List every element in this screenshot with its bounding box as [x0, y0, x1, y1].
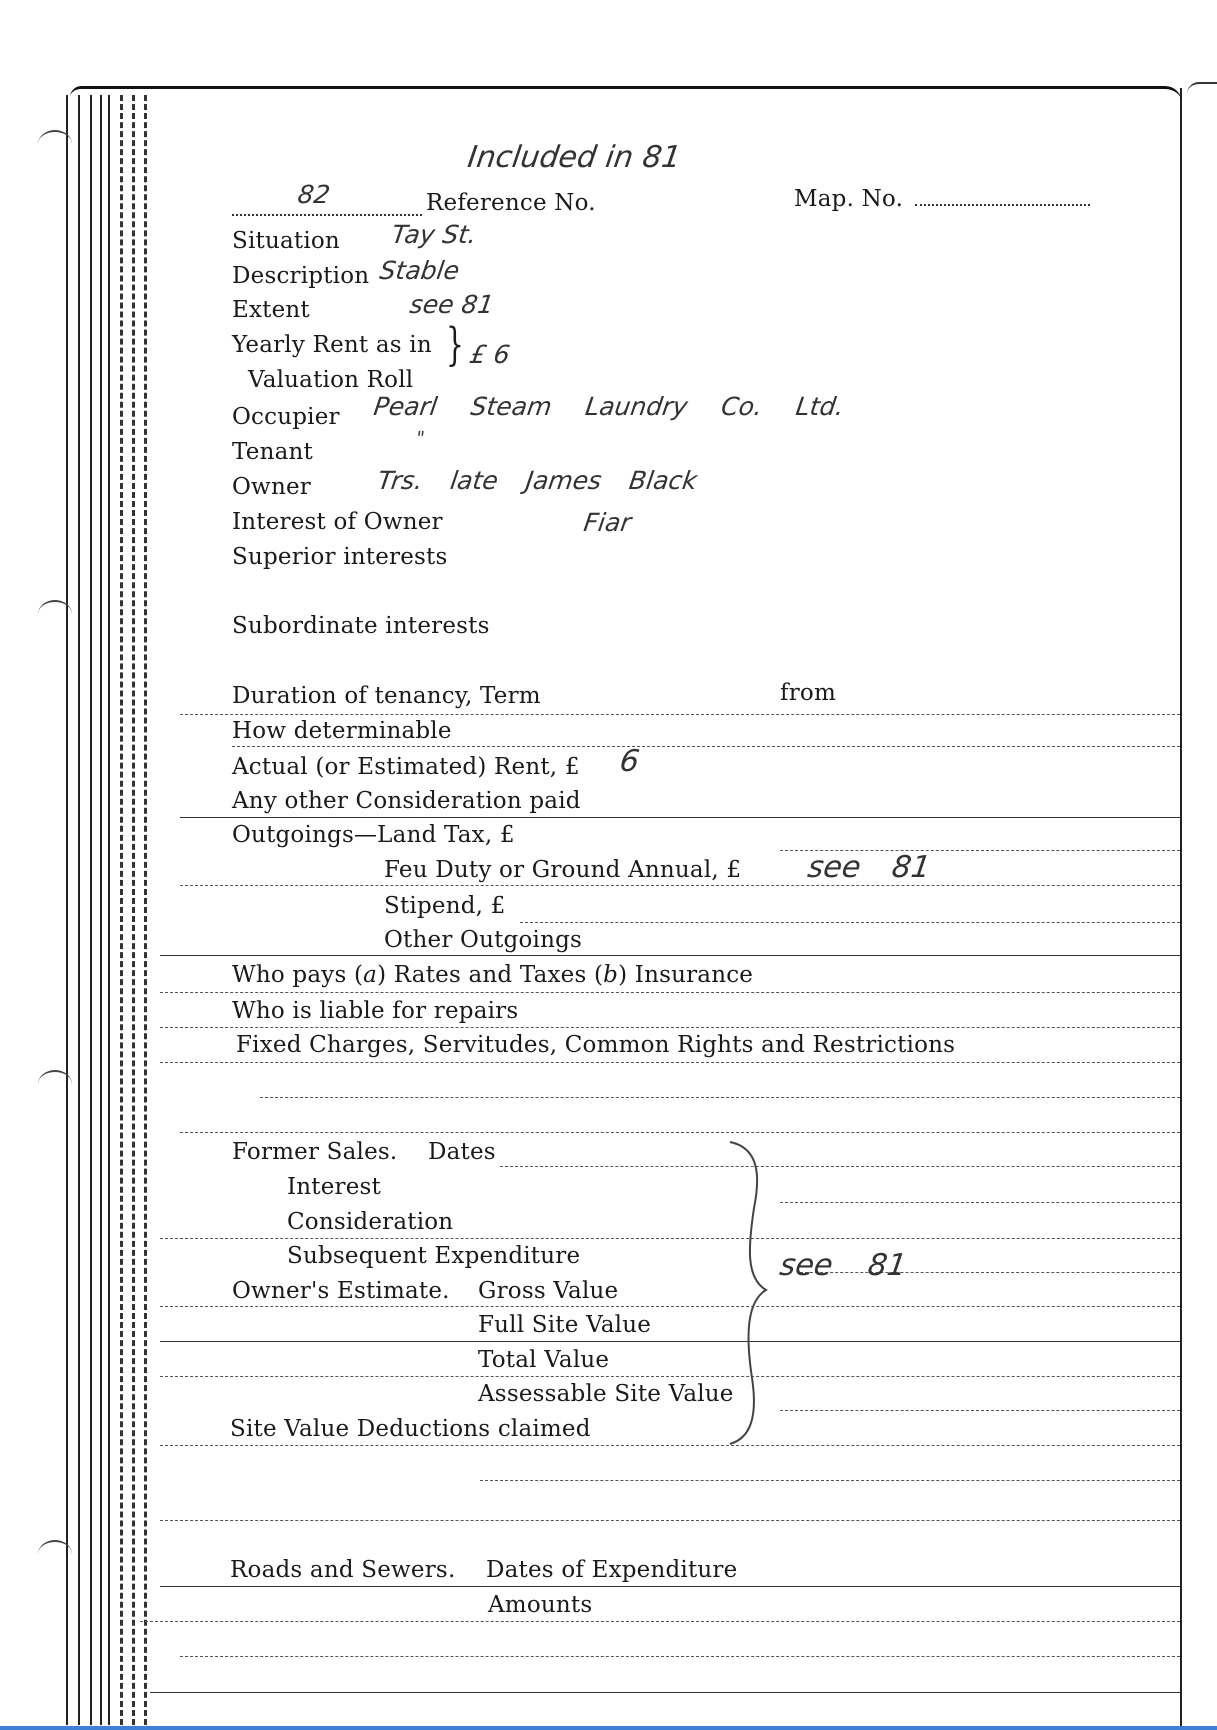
- actual-rent-value: 6: [617, 744, 642, 779]
- full-site-value-label: Full Site Value: [478, 1312, 652, 1338]
- stipend-label: Stipend, £: [384, 893, 506, 919]
- feu-duty-value: see 81: [805, 850, 933, 885]
- reference-dotted-line: [232, 214, 422, 216]
- dates-of-expenditure-label: Dates of Expenditure: [486, 1557, 738, 1583]
- who-pays-label: Who pays (a) Rates and Taxes (b) Insurance: [232, 962, 754, 988]
- site-value-deductions-label: Site Value Deductions claimed: [230, 1416, 591, 1442]
- binder-edge: [66, 95, 156, 1725]
- tenant-value: ": [414, 428, 426, 449]
- how-determinable-label: How determinable: [232, 718, 452, 744]
- consideration-label: Consideration: [287, 1209, 454, 1235]
- reference-no-value: 82: [295, 180, 332, 209]
- sales-bracket: [720, 1138, 790, 1448]
- superior-interests-label: Superior interests: [232, 544, 448, 570]
- tenant-label: Tenant: [232, 439, 313, 465]
- binder-ring-3: [38, 1070, 72, 1098]
- extent-label: Extent: [232, 297, 310, 323]
- duration-label: Duration of tenancy, Term: [232, 683, 541, 709]
- subordinate-interests-label: Subordinate interests: [232, 613, 490, 639]
- owners-estimate-label: Owner's Estimate.: [232, 1278, 450, 1304]
- roads-sewers-label: Roads and Sewers.: [230, 1557, 456, 1583]
- other-consideration-label: Any other Consideration paid: [232, 788, 581, 814]
- owner-value: Trs. late James Black: [375, 466, 700, 495]
- total-value-label: Total Value: [478, 1347, 610, 1373]
- handwritten-note: Included in 81: [465, 140, 684, 175]
- reference-no-label: Reference No.: [426, 190, 596, 216]
- occupier-value: Pearl Steam Laundry Co. Ltd.: [371, 392, 846, 421]
- dates-label: Dates: [428, 1139, 496, 1165]
- situation-label: Situation: [232, 228, 340, 254]
- binder-ring-4: [38, 1540, 72, 1568]
- who-liable-label: Who is liable for repairs: [232, 998, 519, 1024]
- extent-value: see 81: [407, 290, 496, 319]
- scan-bottom-edge: [0, 1726, 1217, 1730]
- valuation-roll-label: Valuation Roll: [248, 367, 414, 393]
- assessable-site-value-label: Assessable Site Value: [478, 1381, 734, 1407]
- binder-ring-2: [38, 600, 72, 628]
- page-right-edge: [1180, 88, 1182, 1730]
- map-no-label: Map. No.: [794, 186, 904, 212]
- amounts-label: Amounts: [488, 1592, 593, 1618]
- former-sales-label: Former Sales.: [232, 1139, 398, 1165]
- binder-ring-1: [38, 130, 72, 158]
- gross-value-label: Gross Value: [478, 1278, 619, 1304]
- interest-label: Interest: [287, 1174, 382, 1200]
- other-outgoings-label: Other Outgoings: [384, 927, 583, 953]
- yearly-rent-label: Yearly Rent as in: [232, 332, 432, 358]
- yearly-rent-value: £ 6: [467, 340, 512, 369]
- actual-rent-label: Actual (or Estimated) Rent, £: [232, 754, 580, 780]
- page-top-edge: [70, 86, 1182, 103]
- situation-value: Tay St.: [389, 220, 479, 249]
- next-page-edge: [1187, 82, 1217, 94]
- interest-of-owner-value: Fiar: [581, 508, 633, 537]
- feu-duty-label: Feu Duty or Ground Annual, £: [384, 857, 742, 883]
- bracket-note: see 81: [777, 1248, 909, 1283]
- map-no-dotted-line: [915, 204, 1090, 206]
- description-value: Stable: [377, 256, 462, 285]
- outgoings-land-tax-label: Outgoings—Land Tax, £: [232, 822, 515, 848]
- fixed-charges-label: Fixed Charges, Servitudes, Common Rights and Restrictions: [236, 1032, 956, 1058]
- duration-from-label: from: [780, 680, 836, 706]
- description-label: Description: [232, 263, 370, 289]
- interest-of-owner-label: Interest of Owner: [232, 509, 443, 535]
- occupier-label: Occupier: [232, 404, 340, 430]
- subsequent-expenditure-label: Subsequent Expenditure: [287, 1243, 581, 1269]
- owner-label: Owner: [232, 474, 311, 500]
- yearly-rent-brace: }: [446, 318, 465, 371]
